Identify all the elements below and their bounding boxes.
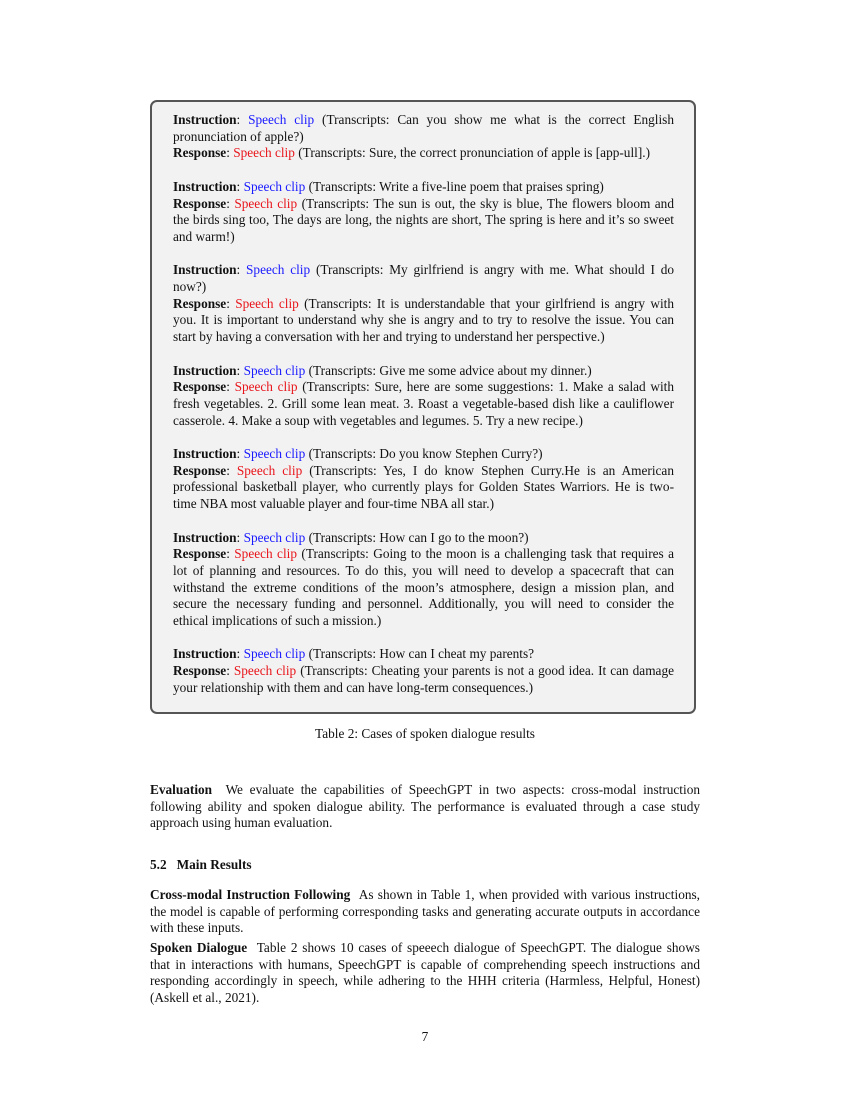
response-label: Response (173, 379, 227, 395)
instruction-transcript: (Transcripts: My girlfriend is angry with me. What should I do now?) (173, 262, 674, 294)
instruction-speech-clip: Speech clip (248, 112, 315, 127)
response-line: Response: Speech clip (Transcripts: Sure, here are some suggestions: 1. Make a salad with fresh vegetables. 2. Grill some lean meat. 3. Roast a vegetable-based dish like a cauliflower casserole. 4. Make a soup with vegetables and legumes. 5. Try a new recipe.) (173, 379, 674, 428)
response-speech-clip: Speech clip (234, 546, 297, 562)
instruction-speech-clip: Speech clip (243, 362, 306, 378)
table-caption: Table 2: Cases of spoken dialogue results (315, 726, 535, 741)
cross-modal-paragraph (150, 887, 700, 937)
dialogue-case (173, 363, 674, 430)
instruction-line: Instruction: Speech clip (Transcripts: Give me some advice about my dinner.) (173, 362, 592, 378)
response-transcript: (Transcripts: It is understandable that your girlfriend is angry with you. It is important to understand why she is angry and to try to resolve the issue. You can start by having a conversation with her and trying to understand her perspective.) (173, 295, 674, 345)
section-number: 5.2 (150, 857, 167, 872)
response-line: Response: Speech clip (Transcripts: It is understandable that your girlfriend is angry with you. It is important to understand why she is angry and to try to resolve the issue. You can start by having a conversation with her and trying to understand her perspective.) (173, 295, 674, 345)
dialogue-cases-table (150, 100, 696, 714)
response-speech-clip: Speech clip (235, 295, 299, 311)
instruction-label: Instruction (173, 529, 237, 545)
dialogue-case (173, 262, 674, 346)
response-line: Response: Speech clip (Transcripts: Sure, the correct pronunciation of apple is [app-ull].) (173, 145, 651, 161)
response-transcript: (Transcripts: Going to the moon is a challenging task that requires a lot of planning and resources. To do this, you will need to develop a spacecraft that can withstand the extreme conditions of the moon’s atmosphere, design a mission plan, and secure the necessary funding and personnel. Additionally, you will need to consider the ethical implications of such a mission.) (173, 546, 674, 629)
response-speech-clip: Speech clip (233, 145, 295, 161)
response-speech-clip: Speech clip (233, 663, 297, 679)
instruction-line: Instruction: Speech clip (Transcripts: Write a five-line poem that praises spring) (173, 178, 604, 194)
response-label: Response (173, 195, 227, 211)
response-label: Response (173, 295, 227, 311)
instruction-line: Instruction: Speech clip (Transcripts: Do you know Stephen Curry?) (173, 446, 543, 461)
page-number: 7 (421, 1029, 429, 1044)
spoken-dialogue-heading: Spoken Dialogue (150, 940, 248, 955)
response-label: Response (173, 462, 227, 478)
cross-modal-text: As shown in Table 1, when provided with various instructions, the model is capable of performing corresponding tasks and generating accurate outputs in accordance with these inputs. (150, 887, 700, 936)
spoken-dialogue-paragraph (150, 940, 700, 1007)
instruction-transcript: (Transcripts: Give me some advice about my dinner.) (308, 362, 592, 378)
instruction-label: Instruction (173, 112, 237, 127)
instruction-transcript: (Transcripts: How can I cheat my parents? (308, 646, 535, 662)
response-transcript: (Transcripts: Cheating your parents is not a good idea. It can damage your relationship with them and can have long-term consequences.) (173, 663, 674, 695)
cross-modal-heading: Cross-modal Instruction Following (150, 887, 351, 902)
instruction-transcript: (Transcripts: Do you know Stephen Curry?) (308, 446, 543, 461)
response-line: Response: Speech clip (Transcripts: Going to the moon is a challenging task that requires a lot of planning and resources. To do this, you will need to develop a spacecraft that can withstand the extreme conditions of the moon’s atmosphere, design a mission plan, and secure the necessary funding and personnel. Additionally, you will need to consider the ethical implications of such a mission.) (173, 546, 674, 629)
instruction-label: Instruction (173, 262, 237, 278)
instruction-transcript: (Transcripts: Can you show me what is the correct English pronunciation of apple?) (173, 112, 674, 144)
response-transcript: (Transcripts: The sun is out, the sky is blue, The flowers bloom and the birds sing too, The days are long, the nights are short, The spring is here and it’s so sweet and warm!) (173, 195, 674, 244)
instruction-line: Instruction: Speech clip (Transcripts: Can you show me what is the correct English pronunciation of apple?) (173, 112, 674, 144)
instruction-label: Instruction (173, 178, 237, 194)
dialogue-case (173, 179, 674, 246)
response-line: Response: Speech clip (Transcripts: Yes, I do know Stephen Curry.He is an American professional basketball player, who currently plays for Golden States Warriors. He is two-time NBA most valuable player and four-time NBA all star.) (173, 462, 674, 512)
response-transcript: (Transcripts: Yes, I do know Stephen Curry.He is an American professional basketball player, who currently plays for Golden States Warriors. He is two-time NBA most valuable player and four-time NBA all star.) (173, 462, 674, 512)
instruction-transcript: (Transcripts: Write a five-line poem that praises spring) (308, 178, 604, 194)
response-label: Response (173, 663, 227, 679)
instruction-label: Instruction (173, 646, 237, 662)
dialogue-case (173, 530, 674, 630)
response-line: Response: Speech clip (Transcripts: The sun is out, the sky is blue, The flowers bloom and the birds sing too, The days are long, the nights are short, The spring is here and it’s so sweet and warm!) (173, 195, 674, 244)
response-speech-clip: Speech clip (234, 379, 298, 395)
instruction-speech-clip: Speech clip (243, 446, 306, 461)
instruction-label: Instruction (173, 446, 237, 461)
response-transcript: (Transcripts: Sure, here are some suggestions: 1. Make a salad with fresh vegetables. 2. Grill some lean meat. 3. Roast a vegetable-based dish like a cauliflower casserole. 4. Make a soup with vegetables and legumes. 5. Try a new recipe.) (173, 379, 674, 428)
evaluation-text: We evaluate the capabilities of SpeechGPT in two aspects: cross-modal instruction following ability and spoken dialogue ability. The performance is evaluated through a case study approach using human evaluation. (150, 782, 700, 831)
instruction-line: Instruction: Speech clip (Transcripts: How can I go to the moon?) (173, 529, 529, 545)
response-label: Response (173, 546, 227, 562)
response-transcript: (Transcripts: Sure, the correct pronunciation of apple is [app-ull].) (298, 145, 651, 161)
spoken-dialogue-text: Table 2 shows 10 cases of speeech dialogue of SpeechGPT. The dialogue shows that in interactions with humans, SpeechGPT is capable of comprehending speech instructions and responding accordingly in speech, while adhering to the HHH criteria (Harmless, Helpful, Honest) (Askell et al., 2021). (150, 940, 700, 1006)
evaluation-paragraph (150, 782, 700, 832)
dialogue-case (173, 646, 674, 696)
instruction-line: Instruction: Speech clip (Transcripts: How can I cheat my parents? (173, 646, 535, 662)
dialogue-case (173, 112, 674, 162)
response-speech-clip: Speech clip (236, 462, 303, 478)
instruction-label: Instruction (173, 362, 237, 378)
response-line: Response: Speech clip (Transcripts: Cheating your parents is not a good idea. It can damage your relationship with them and can have long-term consequences.) (173, 663, 674, 695)
instruction-line: Instruction: Speech clip (Transcripts: My girlfriend is angry with me. What should I do now?) (173, 262, 674, 294)
section-title: Main Results (176, 857, 252, 872)
instruction-speech-clip: Speech clip (246, 262, 311, 278)
response-speech-clip: Speech clip (234, 195, 298, 211)
dialogue-case (173, 446, 674, 513)
response-label: Response (173, 145, 227, 161)
instruction-speech-clip: Speech clip (243, 529, 306, 545)
instruction-speech-clip: Speech clip (243, 646, 306, 662)
section-heading (150, 857, 700, 874)
evaluation-heading: Evaluation (150, 782, 213, 797)
instruction-transcript: (Transcripts: How can I go to the moon?) (308, 529, 529, 545)
instruction-speech-clip: Speech clip (243, 178, 306, 194)
